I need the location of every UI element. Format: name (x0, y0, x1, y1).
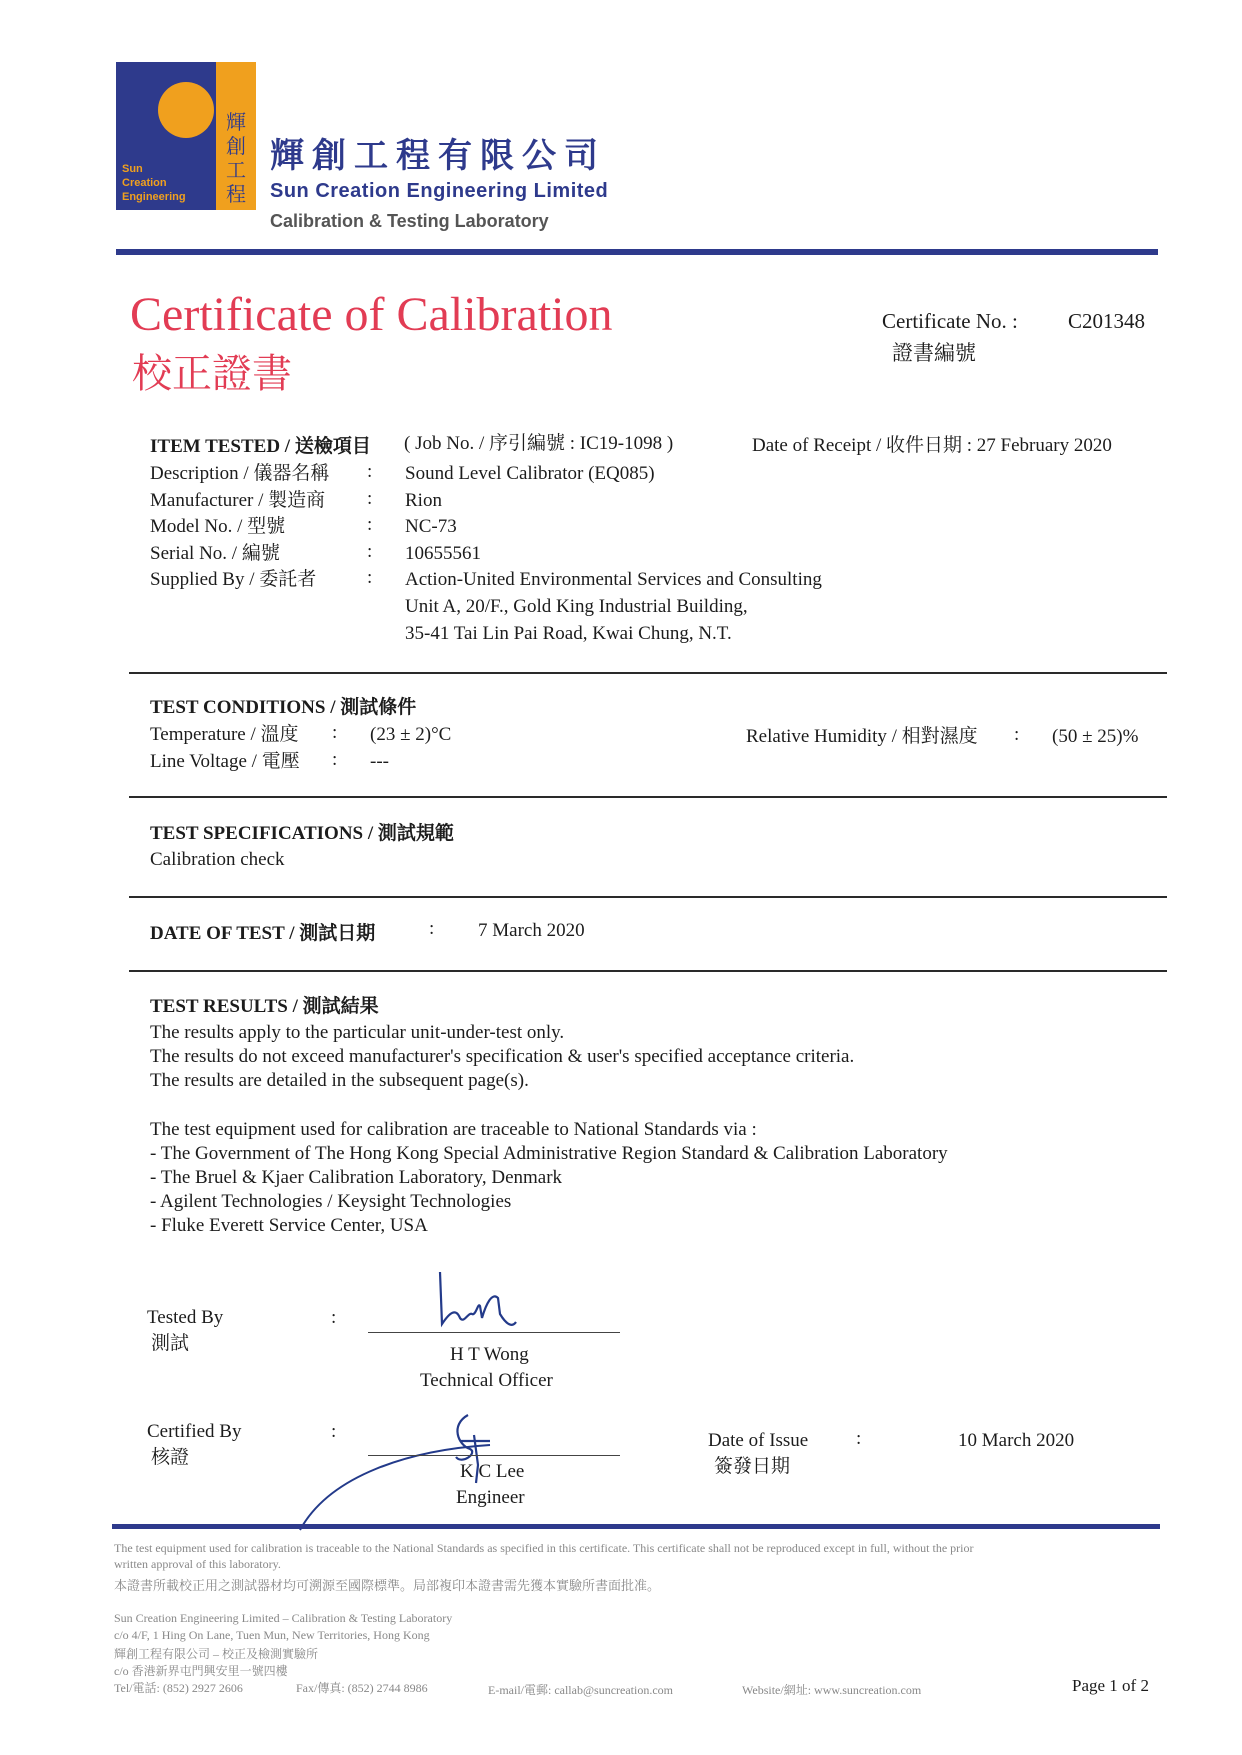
signature-tested-icon (420, 1262, 560, 1342)
footer-address-line: c/o 香港新界屯門興安里一號四樓 (114, 1664, 288, 1678)
section-divider (129, 796, 1167, 798)
field-label: Supplied By / 委託者 (150, 569, 317, 590)
certified-by-label-cn: 核證 (151, 1447, 190, 1468)
address-line: 35-41 Tai Lin Pai Road, Kwai Chung, N.T. (405, 623, 732, 644)
result-line: The results are detailed in the subsequent page(s). (150, 1070, 529, 1091)
footer-website[interactable]: Website/網址: www.suncreation.com (742, 1683, 922, 1697)
field-value: Action-United Environmental Services and Consulting (405, 569, 822, 590)
footer-tel: Tel/電話: (852) 2927 2606 (114, 1681, 243, 1695)
test-specifications-header: TEST SPECIFICATIONS / 測試規範 (150, 823, 454, 844)
certificate-no-label-cn: 證書編號 (892, 341, 976, 365)
field-label: Serial No. / 編號 (150, 543, 280, 564)
footer-fax: Fax/傳真: (852) 2744 8986 (296, 1681, 428, 1695)
field-value: 10655561 (405, 543, 481, 564)
footer-address-line: Sun Creation Engineering Limited – Calibration & Testing Laboratory (114, 1611, 453, 1625)
company-lab-name: Calibration & Testing Laboratory (270, 211, 549, 231)
humidity-label: Relative Humidity / 相對濕度 (746, 726, 978, 747)
result-line: The results apply to the particular unit-under-test only. (150, 1022, 565, 1043)
tested-by-name: H T Wong (450, 1344, 529, 1365)
traceable-item: - The Government of The Hong Kong Special Administrative Region Standard & Calibration Laboratory (150, 1143, 948, 1164)
sun-logo-icon (158, 82, 214, 138)
field-label: Model No. / 型號 (150, 516, 286, 537)
certificate-title-cn: 校正證書 (132, 351, 292, 397)
disclaimer-cn: 本證書所載校正用之測試器材均可溯源至國際標準。局部複印本證書需先獲本實驗所書面批准。 (114, 1578, 661, 1593)
field-value: NC-73 (405, 516, 457, 537)
humidity-value: (50 ± 25)% (1052, 726, 1139, 747)
signature-certified-icon (290, 1405, 570, 1555)
date-of-issue-label-cn: 簽發日期 (714, 1456, 791, 1477)
certified-by-name: K C Lee (460, 1461, 525, 1482)
footer-address-line: c/o 4/F, 1 Hing On Lane, Tuen Mun, New Territories, Hong Kong (114, 1628, 430, 1642)
footer-address-line: 輝創工程有限公司 – 校正及檢測實驗所 (114, 1647, 319, 1661)
field-label: Manufacturer / 製造商 (150, 490, 326, 511)
date-of-test-value: 7 March 2020 (478, 920, 585, 941)
test-specifications-value: Calibration check (150, 849, 285, 870)
company-name-cn: 輝創工程有限公司 (270, 136, 606, 176)
certified-by-label: Certified By (147, 1421, 242, 1442)
traceable-item: - Fluke Everett Service Center, USA (150, 1215, 428, 1236)
voltage-label: Line Voltage / 電壓 (150, 751, 300, 772)
certificate-no-value: C201348 (1068, 309, 1146, 333)
section-divider (129, 672, 1167, 674)
date-of-receipt: Date of Receipt / 收件日期 : 27 February 2020 (752, 435, 1112, 456)
tested-by-label: Tested By (147, 1307, 224, 1328)
field-value: Rion (405, 490, 442, 511)
footer-rule (112, 1524, 1160, 1529)
certified-by-title: Engineer (456, 1487, 525, 1508)
header-rule (116, 249, 1158, 255)
date-of-issue-label: Date of Issue (708, 1430, 809, 1451)
temperature-label: Temperature / 溫度 (150, 724, 299, 745)
field-value: Sound Level Calibrator (EQ085) (405, 463, 655, 484)
footer-email[interactable]: E-mail/電郵: callab@suncreation.com (488, 1683, 673, 1697)
voltage-value: --- (370, 751, 389, 772)
temperature-value: (23 ± 2)°C (370, 724, 452, 745)
company-name-en: Sun Creation Engineering Limited (270, 180, 609, 202)
item-tested-header: ITEM TESTED / 送檢項目 (150, 436, 371, 457)
field-label: Description / 儀器名稱 (150, 463, 330, 484)
tested-by-title: Technical Officer (420, 1370, 553, 1391)
address-line: Unit A, 20/F., Gold King Industrial Building, (405, 596, 748, 617)
page-number: Page 1 of 2 (1072, 1676, 1149, 1695)
result-line: The results do not exceed manufacturer's specification & user's specified acceptance criteria. (150, 1046, 855, 1067)
certificate-title-en: Certificate of Calibration (130, 288, 613, 341)
section-divider (129, 970, 1167, 972)
certificate-no-label: Certificate No. : (882, 309, 1018, 333)
test-conditions-header: TEST CONDITIONS / 測試條件 (150, 697, 417, 718)
traceable-intro: The test equipment used for calibration are traceable to National Standards via : (150, 1119, 757, 1140)
date-of-issue-value: 10 March 2020 (958, 1430, 1075, 1451)
date-of-test-header: DATE OF TEST / 測試日期 (150, 923, 376, 944)
job-no: ( Job No. / 序引編號 : IC19-1098 ) (404, 433, 674, 454)
disclaimer-en: written approval of this laboratory. (114, 1557, 281, 1571)
company-logo: 輝 創 工 程 Sun Creation Engineering (116, 62, 256, 210)
traceable-item: - Agilent Technologies / Keysight Technologies (150, 1191, 512, 1212)
test-results-header: TEST RESULTS / 測試結果 (150, 996, 379, 1017)
section-divider (129, 896, 1167, 898)
traceable-item: - The Bruel & Kjaer Calibration Laboratory, Denmark (150, 1167, 563, 1188)
tested-by-label-cn: 測試 (151, 1333, 190, 1354)
disclaimer-en: The test equipment used for calibration is traceable to the National Standards as specified in this certificate. This certificate shall not be reproduced except in full, without the prior (114, 1541, 974, 1555)
